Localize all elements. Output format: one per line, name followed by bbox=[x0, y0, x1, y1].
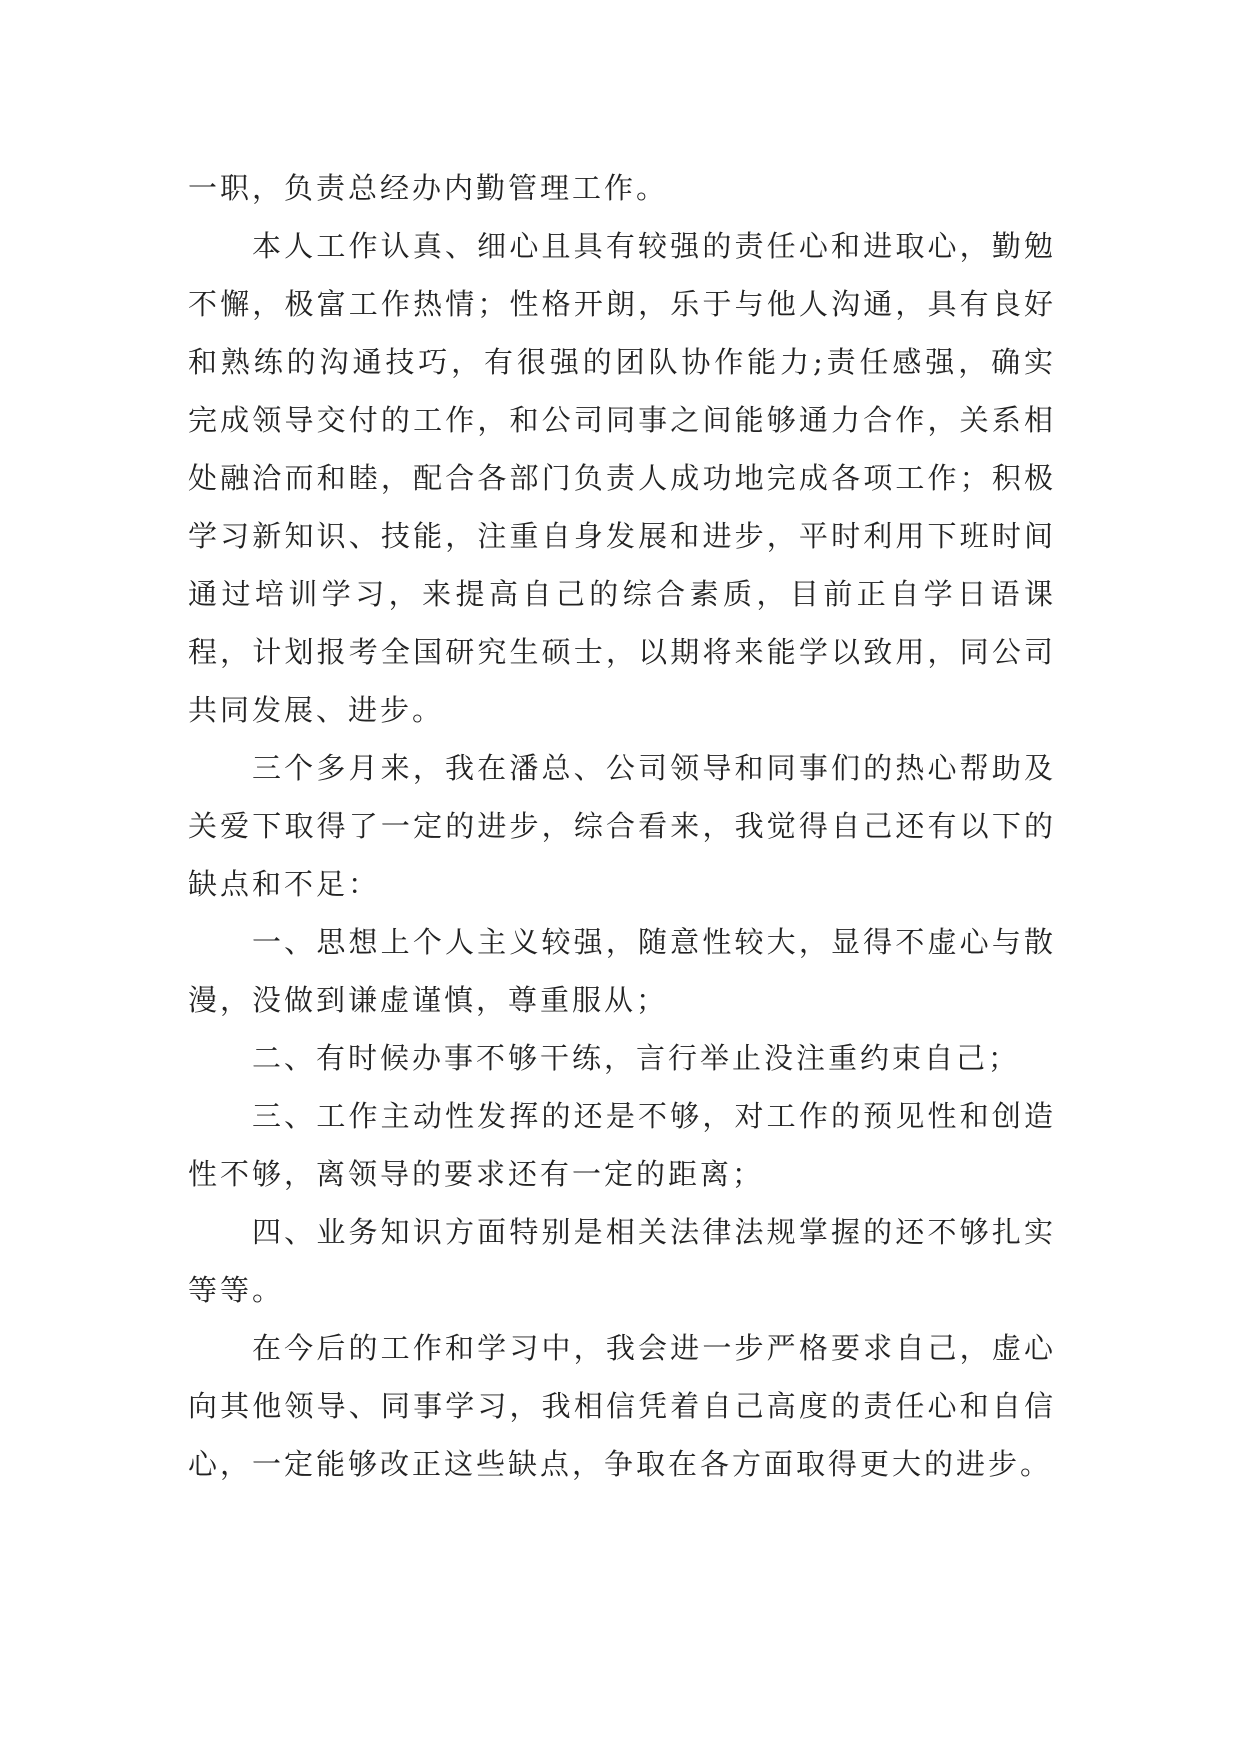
paragraph-shortcoming-3: 三、工作主动性发挥的还是不够，对工作的预见性和创造性不够，离领导的要求还有一定的距离； bbox=[188, 1099, 1056, 1191]
document-body bbox=[188, 159, 1056, 1493]
paragraph-self-assessment: 本人工作认真、细心且具有较强的责任心和进取心，勤勉不懈，极富工作热情；性格开朗，乐于与他人沟通，具有良好和熟练的沟通技巧，有很强的团队协作能力;责任感强，确实完成领导交付的工作，和公司同事之间能够通力合作，关系相处融洽而和睦，配合各部门负责人成功地完成各项工作；积极学习新知识、技能，注重自身发展和进步，平时利用下班时间通过培训学习，来提高自己的综合素质，目前正自学日语课程，计划报考全国研究生硕士，以期将来能学以致用，同公司共同发展、进步。 bbox=[188, 229, 1056, 727]
paragraph-shortcoming-2: 二、有时候办事不够干练，言行举止没注重约束自己； bbox=[252, 1041, 1021, 1075]
paragraph-shortcoming-4: 四、业务知识方面特别是相关法律法规掌握的还不够扎实等等。 bbox=[188, 1215, 1056, 1307]
paragraph-progress-summary: 三个多月来，我在潘总、公司领导和同事们的热心帮助及关爱下取得了一定的进步，综合看来，我觉得自己还有以下的缺点和不足： bbox=[188, 751, 1056, 901]
paragraph-shortcoming-1: 一、思想上个人主义较强，随意性较大，显得不虚心与散漫，没做到谦虚谨慎，尊重服从； bbox=[188, 925, 1056, 1017]
paragraph-continuation: 一职，负责总经办内勤管理工作。 bbox=[188, 171, 669, 205]
paragraph-conclusion: 在今后的工作和学习中，我会进一步严格要求自己，虚心向其他领导、同事学习，我相信凭着自己高度的责任心和自信心，一定能够改正这些缺点，争取在各方面取得更大的进步。 bbox=[188, 1331, 1056, 1481]
